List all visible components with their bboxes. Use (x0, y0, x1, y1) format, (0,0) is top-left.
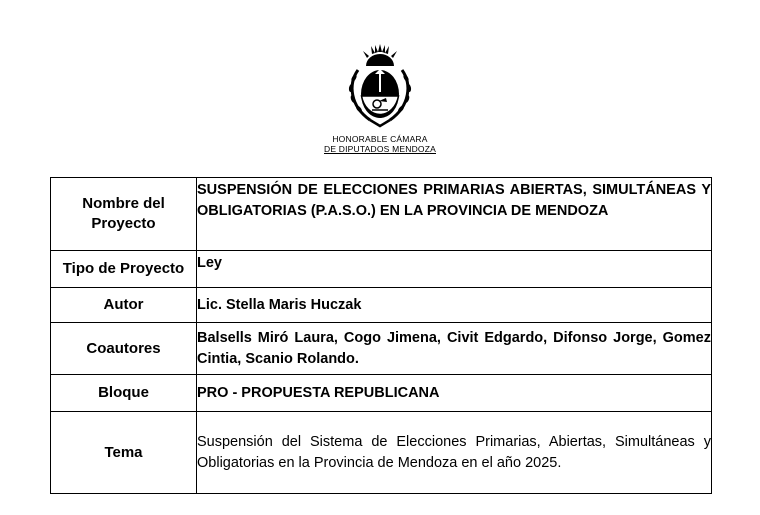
row-label-tema: Tema (51, 412, 197, 494)
topic-value: Suspensión del Sistema de Elecciones Primarias, Abiertas, Simultáneas y Obligatorias en la Provincia de Mendoza en el año 2025. (197, 412, 712, 494)
table-row (51, 178, 712, 251)
author-value: Lic. Stella Maris Huczak (197, 288, 712, 323)
table-row (51, 412, 712, 494)
bloc-value: PRO - PROPUESTA REPUBLICANA (197, 375, 712, 412)
row-label-nombre: Nombre del Proyecto (51, 178, 197, 251)
institution-name (300, 134, 460, 154)
table-row (51, 288, 712, 323)
institution-line-2: DE DIPUTADOS MENDOZA (324, 144, 436, 154)
row-label-coautores: Coautores (51, 323, 197, 375)
document-header (0, 0, 760, 160)
row-label-tipo: Tipo de Proyecto (51, 251, 197, 288)
row-label-bloque: Bloque (51, 375, 197, 412)
coauthors-value: Balsells Miró Laura, Cogo Jimena, Civit Edgardo, Difonso Jorge, Gomez Cintia, Scanio Rolando. (197, 323, 712, 375)
table-row (51, 323, 712, 375)
project-type-value: Ley (197, 251, 712, 288)
mendoza-coat-of-arms-icon (344, 44, 416, 130)
table-row (51, 375, 712, 412)
table-row (51, 251, 712, 288)
project-name-value: SUSPENSIÓN DE ELECCIONES PRIMARIAS ABIERTAS, SIMULTÁNEAS Y OBLIGATORIAS (P.A.S.O.) EN LA PROVINCIA DE MENDOZA (197, 178, 712, 251)
institution-line-1: HONORABLE CÁMARA (332, 134, 428, 144)
project-info-table (50, 177, 712, 494)
row-label-autor: Autor (51, 288, 197, 323)
